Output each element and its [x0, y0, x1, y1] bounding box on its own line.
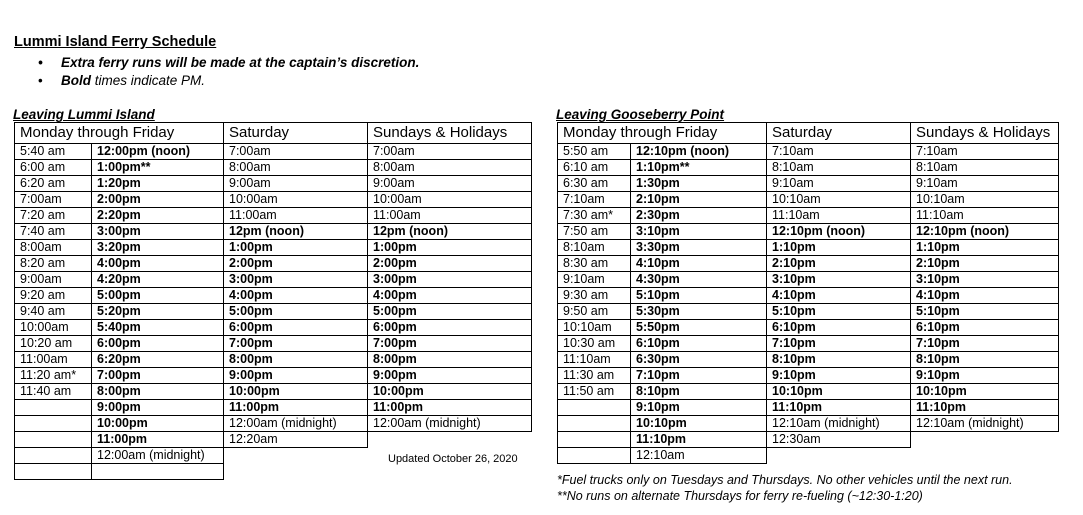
- weekday-pm-cell: 6:10pm: [631, 336, 767, 352]
- weekday-am-cell: 11:10am: [558, 352, 631, 368]
- weekday-pm-cell: 8:10pm: [631, 384, 767, 400]
- weekday-pm-cell: 6:30pm: [631, 352, 767, 368]
- table-row: [558, 400, 1059, 416]
- saturday-cell: 7:10pm: [767, 336, 911, 352]
- sunday-cell: [368, 464, 532, 480]
- weekday-pm-cell: 5:00pm: [92, 288, 224, 304]
- weekday-pm-cell: 6:20pm: [92, 352, 224, 368]
- weekday-am-cell: [558, 432, 631, 448]
- weekday-pm-cell: 2:00pm: [92, 192, 224, 208]
- sunday-cell: 2:00pm: [368, 256, 532, 272]
- table-row: [558, 336, 1059, 352]
- weekday-pm-cell: [92, 464, 224, 480]
- weekday-am-cell: [15, 464, 92, 480]
- table-row: [558, 304, 1059, 320]
- table-row: [558, 160, 1059, 176]
- weekday-am-cell: 11:40 am: [15, 384, 92, 400]
- weekday-pm-cell: 3:30pm: [631, 240, 767, 256]
- weekday-am-cell: [558, 416, 631, 432]
- col-header-weekday: Monday through Friday: [558, 123, 767, 144]
- sunday-cell: 9:00am: [368, 176, 532, 192]
- sunday-cell: [368, 432, 532, 448]
- weekday-am-cell: 11:20 am*: [15, 368, 92, 384]
- table-row: [558, 208, 1059, 224]
- weekday-am-cell: 7:50 am: [558, 224, 631, 240]
- weekday-pm-cell: 4:00pm: [92, 256, 224, 272]
- weekday-am-cell: 7:10am: [558, 192, 631, 208]
- table-header-row: [15, 123, 532, 144]
- sunday-cell: [911, 432, 1059, 448]
- weekday-am-cell: [15, 416, 92, 432]
- saturday-cell: 8:10am: [767, 160, 911, 176]
- sunday-cell: 8:10pm: [911, 352, 1059, 368]
- table-row: [558, 144, 1059, 160]
- table-row: [15, 288, 532, 304]
- sunday-cell: 1:00pm: [368, 240, 532, 256]
- saturday-cell: 8:10pm: [767, 352, 911, 368]
- table-row: [15, 304, 532, 320]
- saturday-cell: 9:00am: [224, 176, 368, 192]
- weekday-am-cell: [15, 448, 92, 464]
- table-leaving-gooseberry: [557, 122, 1059, 464]
- saturday-cell: 4:10pm: [767, 288, 911, 304]
- schedule-title: Lummi Island Ferry Schedule: [14, 34, 217, 50]
- table-row: [15, 384, 532, 400]
- sunday-cell: 10:00am: [368, 192, 532, 208]
- table-leaving-lummi: [14, 122, 532, 480]
- saturday-cell: 7:00am: [224, 144, 368, 160]
- weekday-pm-cell: 4:20pm: [92, 272, 224, 288]
- weekday-pm-cell: 3:20pm: [92, 240, 224, 256]
- table-row: [558, 192, 1059, 208]
- sunday-cell: 4:00pm: [368, 288, 532, 304]
- table-row: [15, 208, 532, 224]
- table-row: [15, 368, 532, 384]
- table-row: [15, 432, 532, 448]
- sunday-cell: 3:00pm: [368, 272, 532, 288]
- table-row: [15, 256, 532, 272]
- sunday-cell: 5:10pm: [911, 304, 1059, 320]
- saturday-cell: 12:10am (midnight): [767, 416, 911, 432]
- sunday-cell: 6:00pm: [368, 320, 532, 336]
- sunday-cell: 10:10pm: [911, 384, 1059, 400]
- weekday-pm-cell: 12:00am (midnight): [92, 448, 224, 464]
- sunday-cell: 7:00pm: [368, 336, 532, 352]
- table-row: [15, 352, 532, 368]
- weekday-pm-cell: 4:10pm: [631, 256, 767, 272]
- weekday-am-cell: 9:00am: [15, 272, 92, 288]
- saturday-cell: 11:10am: [767, 208, 911, 224]
- table-row: [558, 224, 1059, 240]
- weekday-am-cell: 6:10 am: [558, 160, 631, 176]
- weekday-pm-cell: 8:00pm: [92, 384, 224, 400]
- footnote-fuel-trucks: *Fuel trucks only on Tuesdays and Thursdays. No other vehicles until the next run.: [557, 473, 1013, 487]
- weekday-am-cell: 7:30 am*: [558, 208, 631, 224]
- table-row: [15, 320, 532, 336]
- weekday-am-cell: 8:30 am: [558, 256, 631, 272]
- sunday-cell: 8:10am: [911, 160, 1059, 176]
- sunday-cell: 12:10pm (noon): [911, 224, 1059, 240]
- saturday-cell: 9:00pm: [224, 368, 368, 384]
- col-header-sunday: Sundays & Holidays: [911, 123, 1059, 144]
- weekday-am-cell: [558, 448, 631, 464]
- sunday-cell: 11:00am: [368, 208, 532, 224]
- table-row: [558, 272, 1059, 288]
- weekday-pm-cell: 3:10pm: [631, 224, 767, 240]
- table-row: [15, 176, 532, 192]
- weekday-am-cell: 8:10am: [558, 240, 631, 256]
- weekday-pm-cell: 5:30pm: [631, 304, 767, 320]
- weekday-am-cell: 9:10am: [558, 272, 631, 288]
- schedule-notes: [38, 54, 419, 90]
- weekday-am-cell: [558, 400, 631, 416]
- saturday-cell: [767, 448, 911, 464]
- weekday-am-cell: 7:20 am: [15, 208, 92, 224]
- weekday-pm-cell: 1:20pm: [92, 176, 224, 192]
- table-row: [15, 464, 532, 480]
- saturday-cell: 10:00am: [224, 192, 368, 208]
- table-row: [558, 288, 1059, 304]
- table-row: [15, 224, 532, 240]
- saturday-cell: [224, 464, 368, 480]
- note-extra-runs: • Extra ferry runs will be made at the captain’s discretion.: [38, 54, 419, 72]
- sunday-cell: 12:10am (midnight): [911, 416, 1059, 432]
- sunday-cell: 10:00pm: [368, 384, 532, 400]
- weekday-am-cell: 10:00am: [15, 320, 92, 336]
- table-header-row: [558, 123, 1059, 144]
- weekday-pm-cell: 5:10pm: [631, 288, 767, 304]
- weekday-am-cell: 6:20 am: [15, 176, 92, 192]
- weekday-am-cell: 6:00 am: [15, 160, 92, 176]
- col-header-weekday: Monday through Friday: [15, 123, 224, 144]
- saturday-cell: 8:00pm: [224, 352, 368, 368]
- table-row: [15, 192, 532, 208]
- saturday-cell: 10:10pm: [767, 384, 911, 400]
- sunday-cell: 8:00am: [368, 160, 532, 176]
- sunday-cell: 7:10pm: [911, 336, 1059, 352]
- saturday-cell: 5:10pm: [767, 304, 911, 320]
- table-row: [15, 144, 532, 160]
- weekday-pm-cell: 11:00pm: [92, 432, 224, 448]
- sunday-cell: 9:00pm: [368, 368, 532, 384]
- table-row: [558, 384, 1059, 400]
- weekday-am-cell: 6:30 am: [558, 176, 631, 192]
- heading-leaving-lummi: Leaving Lummi Island: [13, 107, 155, 122]
- weekday-am-cell: [15, 400, 92, 416]
- saturday-cell: 5:00pm: [224, 304, 368, 320]
- weekday-am-cell: 8:00am: [15, 240, 92, 256]
- weekday-pm-cell: 5:40pm: [92, 320, 224, 336]
- weekday-am-cell: 10:20 am: [15, 336, 92, 352]
- saturday-cell: 2:10pm: [767, 256, 911, 272]
- table-row: [15, 416, 532, 432]
- table-row: [15, 272, 532, 288]
- sunday-cell: 11:00pm: [368, 400, 532, 416]
- weekday-am-cell: 11:00am: [15, 352, 92, 368]
- saturday-cell: 6:10pm: [767, 320, 911, 336]
- sunday-cell: 1:10pm: [911, 240, 1059, 256]
- weekday-pm-cell: 2:10pm: [631, 192, 767, 208]
- sunday-cell: 5:00pm: [368, 304, 532, 320]
- weekday-am-cell: 9:20 am: [15, 288, 92, 304]
- saturday-cell: 9:10pm: [767, 368, 911, 384]
- weekday-pm-cell: 2:30pm: [631, 208, 767, 224]
- saturday-cell: 4:00pm: [224, 288, 368, 304]
- saturday-cell: 12:10pm (noon): [767, 224, 911, 240]
- table-row: [15, 160, 532, 176]
- weekday-pm-cell: 5:50pm: [631, 320, 767, 336]
- weekday-am-cell: 5:40 am: [15, 144, 92, 160]
- table-row: [558, 320, 1059, 336]
- weekday-pm-cell: 5:20pm: [92, 304, 224, 320]
- weekday-am-cell: 5:50 am: [558, 144, 631, 160]
- saturday-cell: 12:20am: [224, 432, 368, 448]
- weekday-pm-cell: 11:10pm: [631, 432, 767, 448]
- weekday-pm-cell: 1:10pm**: [631, 160, 767, 176]
- saturday-cell: 8:00am: [224, 160, 368, 176]
- sunday-cell: 2:10pm: [911, 256, 1059, 272]
- footnote-no-runs: **No runs on alternate Thursdays for ferry re-fueling (~12:30-1:20): [557, 489, 923, 503]
- sunday-cell: 9:10pm: [911, 368, 1059, 384]
- sunday-cell: 3:10pm: [911, 272, 1059, 288]
- table-row: [558, 240, 1059, 256]
- sunday-cell: 11:10am: [911, 208, 1059, 224]
- sunday-cell: 12:00am (midnight): [368, 416, 532, 432]
- weekday-pm-cell: 6:00pm: [92, 336, 224, 352]
- weekday-pm-cell: 2:20pm: [92, 208, 224, 224]
- saturday-cell: 9:10am: [767, 176, 911, 192]
- weekday-pm-cell: 7:10pm: [631, 368, 767, 384]
- saturday-cell: 11:10pm: [767, 400, 911, 416]
- saturday-cell: 10:10am: [767, 192, 911, 208]
- table-row: [558, 368, 1059, 384]
- saturday-cell: 1:00pm: [224, 240, 368, 256]
- note-bold-times: [38, 72, 419, 90]
- saturday-cell: 7:00pm: [224, 336, 368, 352]
- weekday-am-cell: 9:50 am: [558, 304, 631, 320]
- weekday-am-cell: 11:50 am: [558, 384, 631, 400]
- weekday-am-cell: [15, 432, 92, 448]
- weekday-am-cell: 10:30 am: [558, 336, 631, 352]
- sunday-cell: 12pm (noon): [368, 224, 532, 240]
- note-bold-rest: times indicate PM.: [91, 73, 206, 88]
- weekday-am-cell: 11:30 am: [558, 368, 631, 384]
- table-row: [558, 256, 1059, 272]
- weekday-pm-cell: 12:10am: [631, 448, 767, 464]
- weekday-am-cell: 10:10am: [558, 320, 631, 336]
- table-row: [558, 432, 1059, 448]
- saturday-cell: 7:10am: [767, 144, 911, 160]
- weekday-am-cell: 7:40 am: [15, 224, 92, 240]
- table-row: [558, 176, 1059, 192]
- heading-leaving-gooseberry: Leaving Gooseberry Point: [556, 107, 725, 122]
- col-header-saturday: Saturday: [224, 123, 368, 144]
- table-row: [558, 448, 1059, 464]
- table-row: [15, 336, 532, 352]
- weekday-pm-cell: 12:10pm (noon): [631, 144, 767, 160]
- saturday-cell: 3:00pm: [224, 272, 368, 288]
- weekday-pm-cell: 10:10pm: [631, 416, 767, 432]
- weekday-pm-cell: 3:00pm: [92, 224, 224, 240]
- saturday-cell: 11:00am: [224, 208, 368, 224]
- weekday-pm-cell: 9:10pm: [631, 400, 767, 416]
- saturday-cell: 12:00am (midnight): [224, 416, 368, 432]
- table-row: [558, 416, 1059, 432]
- sunday-cell: 11:10pm: [911, 400, 1059, 416]
- weekday-am-cell: 7:00am: [15, 192, 92, 208]
- saturday-cell: [224, 448, 368, 464]
- saturday-cell: 3:10pm: [767, 272, 911, 288]
- sunday-cell: 9:10am: [911, 176, 1059, 192]
- weekday-pm-cell: 9:00pm: [92, 400, 224, 416]
- sunday-cell: 7:00am: [368, 144, 532, 160]
- updated-date: Updated October 26, 2020: [388, 453, 518, 465]
- weekday-am-cell: 9:40 am: [15, 304, 92, 320]
- weekday-pm-cell: 1:00pm**: [92, 160, 224, 176]
- saturday-cell: 12pm (noon): [224, 224, 368, 240]
- sunday-cell: 7:10am: [911, 144, 1059, 160]
- weekday-pm-cell: 4:30pm: [631, 272, 767, 288]
- weekday-am-cell: 8:20 am: [15, 256, 92, 272]
- saturday-cell: 11:00pm: [224, 400, 368, 416]
- weekday-pm-cell: 10:00pm: [92, 416, 224, 432]
- sunday-cell: 8:00pm: [368, 352, 532, 368]
- table-row: [15, 240, 532, 256]
- saturday-cell: 12:30am: [767, 432, 911, 448]
- sunday-cell: 10:10am: [911, 192, 1059, 208]
- table-row: [558, 352, 1059, 368]
- weekday-am-cell: 9:30 am: [558, 288, 631, 304]
- saturday-cell: 2:00pm: [224, 256, 368, 272]
- sunday-cell: 6:10pm: [911, 320, 1059, 336]
- weekday-pm-cell: 12:00pm (noon): [92, 144, 224, 160]
- col-header-saturday: Saturday: [767, 123, 911, 144]
- weekday-pm-cell: 7:00pm: [92, 368, 224, 384]
- note-bold-word: Bold: [61, 73, 91, 88]
- saturday-cell: 10:00pm: [224, 384, 368, 400]
- sunday-cell: 4:10pm: [911, 288, 1059, 304]
- table-row: [15, 400, 532, 416]
- weekday-pm-cell: 1:30pm: [631, 176, 767, 192]
- col-header-sunday: Sundays & Holidays: [368, 123, 532, 144]
- sunday-cell: [911, 448, 1059, 464]
- saturday-cell: 6:00pm: [224, 320, 368, 336]
- saturday-cell: 1:10pm: [767, 240, 911, 256]
